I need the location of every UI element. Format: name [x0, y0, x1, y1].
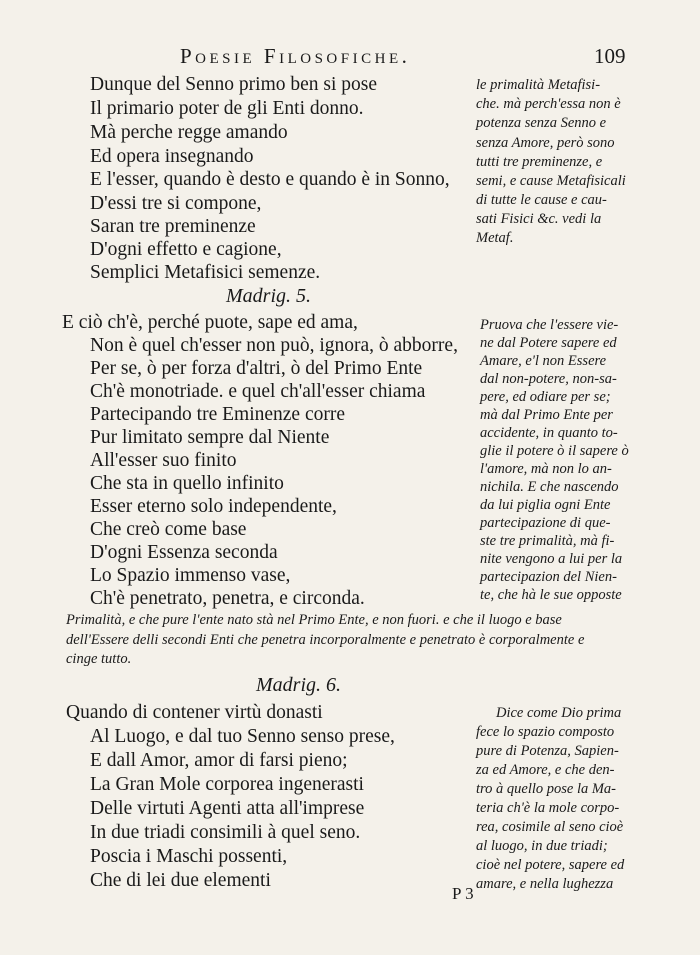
note-line: Metaf. [476, 230, 514, 246]
note-line: fece lo spazio composto [476, 724, 615, 740]
note-line: senza Amore, però sono [476, 135, 615, 151]
note-line: Dice come Dio prima [496, 705, 622, 721]
footnote-line: cinge tutto. [66, 651, 132, 667]
note-line: partecipazion del Nien- [480, 569, 617, 585]
note-line: tutti tre preminenze, e [476, 154, 603, 170]
footnote-line: Primalità, e che pure l'ente nato stà nel Primo Ente, e non fuori. e che il luogo e base [66, 612, 562, 628]
madrigal-6-heading: Madrig. 6. [256, 674, 341, 696]
poem-line: Che sta in quello infinito [90, 473, 284, 494]
note-line: glie il potere ò il sapere ò [480, 443, 629, 459]
poem-line: Mà perche regge amando [90, 122, 288, 143]
poem-line: Poscia i Maschi possenti, [90, 846, 288, 867]
poem-line: E ciò ch'è, perché puote, sape ed ama, [62, 312, 358, 333]
note-line: da lui piglia ogni Ente [480, 497, 611, 513]
poem-line: In due triadi consimili à quel seno. [90, 822, 361, 843]
madrigal-5-heading: Madrig. 5. [226, 285, 311, 307]
note-line: rea, cosimile al seno cioè [476, 819, 624, 835]
poem-line: Al Luogo, e dal tuo Senno senso prese, [90, 726, 395, 747]
note-line: Pruova che l'essere vie- [480, 317, 619, 333]
page-number: 109 [594, 44, 626, 68]
signature-mark: P 3 [452, 884, 474, 903]
note-line: dal non-potere, non-sa- [480, 371, 617, 387]
poem-line: Quando di contener virtù donasti [66, 702, 323, 723]
note-line: potenza senza Senno e [476, 115, 607, 131]
note-line: mà dal Primo Ente per [480, 407, 613, 423]
poem-line: Ch'è monotriade. e quel ch'all'esser chiama [90, 381, 426, 402]
poem-line: D'ogni effetto e cagione, [90, 239, 282, 260]
note-line: sati Fisici &c. vedi la [476, 211, 602, 227]
note-line: che. mà perch'essa non è [476, 96, 621, 112]
poem-line: Che di lei due elementi [90, 870, 271, 891]
note-line: te, che hà le sue opposte [480, 587, 622, 603]
poem-line: Per se, ò per forza d'altri, ò del Primo Ente [90, 358, 423, 379]
note-line: ste tre primalità, mà fi- [480, 533, 615, 549]
note-line: nichila. E che nascendo [480, 479, 619, 495]
poem-line: Pur limitato sempre dal Niente [90, 427, 330, 448]
note-line: accidente, in quanto to- [480, 425, 618, 441]
note-line: nite vengono a lui per la [480, 551, 623, 567]
note-line: pure di Potenza, Sapien- [476, 743, 619, 759]
poem-line: Delle virtuti Agenti atta all'imprese [90, 798, 365, 819]
note-line: Amare, e'l non Essere [480, 353, 607, 369]
poem-line: E l'esser, quando è desto e quando è in Sonno, [90, 169, 450, 190]
note-line: pere, ed odiare per se; [480, 389, 611, 405]
poem-line: La Gran Mole corporea ingenerasti [90, 774, 364, 795]
poem-line: Esser eterno solo independente, [90, 496, 337, 517]
note-line: amare, e nella lughezza [476, 876, 614, 892]
note-line: le primalità Metafisi- [476, 77, 601, 93]
note-line: semi, e cause Metafisicali [476, 173, 626, 189]
poem-line: E dall Amor, amor di farsi pieno; [90, 750, 348, 771]
note-line: di tutte le cause e cau- [476, 192, 607, 208]
poem-line: Ch'è penetrato, penetra, e circonda. [90, 588, 365, 609]
note-line: partecipazione di que- [480, 515, 611, 531]
poem-line: Il primario poter de gli Enti donno. [90, 98, 364, 119]
poem-line: Saran tre preminenze [90, 216, 256, 237]
note-line: al luogo, in due triadi; [476, 838, 608, 854]
poem-line: All'esser suo finito [90, 450, 237, 471]
poem-line: Non è quel ch'esser non può, ignora, ò abborre, [90, 335, 458, 356]
poem-line: Partecipando tre Eminenze corre [90, 404, 345, 425]
note-line: teria ch'è la mole corpo- [476, 800, 620, 816]
poem-line: Lo Spazio immenso vase, [90, 565, 291, 586]
note-line: ne dal Potere sapere ed [480, 335, 617, 351]
poem-line: Semplici Metafisici semenze. [90, 262, 321, 283]
footnote-line: dell'Essere delli secondi Enti che penetra incorporalmente e penetrato è corporalmente e [66, 632, 585, 648]
note-line: cioè nel potere, sapere ed [476, 857, 625, 873]
poem-line: D'ogni Essenza seconda [90, 542, 278, 563]
poem-line: D'essi tre si compone, [90, 193, 262, 214]
poem-line: Dunque del Senno primo ben si pose [90, 74, 378, 95]
note-line: za ed Amore, e che den- [476, 762, 615, 778]
running-title: Poesie Filosofiche. [180, 44, 411, 68]
note-line: tro à quello pose la Ma- [476, 781, 617, 797]
note-line: l'amore, mà non lo an- [480, 461, 612, 477]
poem-line: Che creò come base [90, 519, 247, 540]
poem-line: Ed opera insegnando [90, 146, 254, 167]
